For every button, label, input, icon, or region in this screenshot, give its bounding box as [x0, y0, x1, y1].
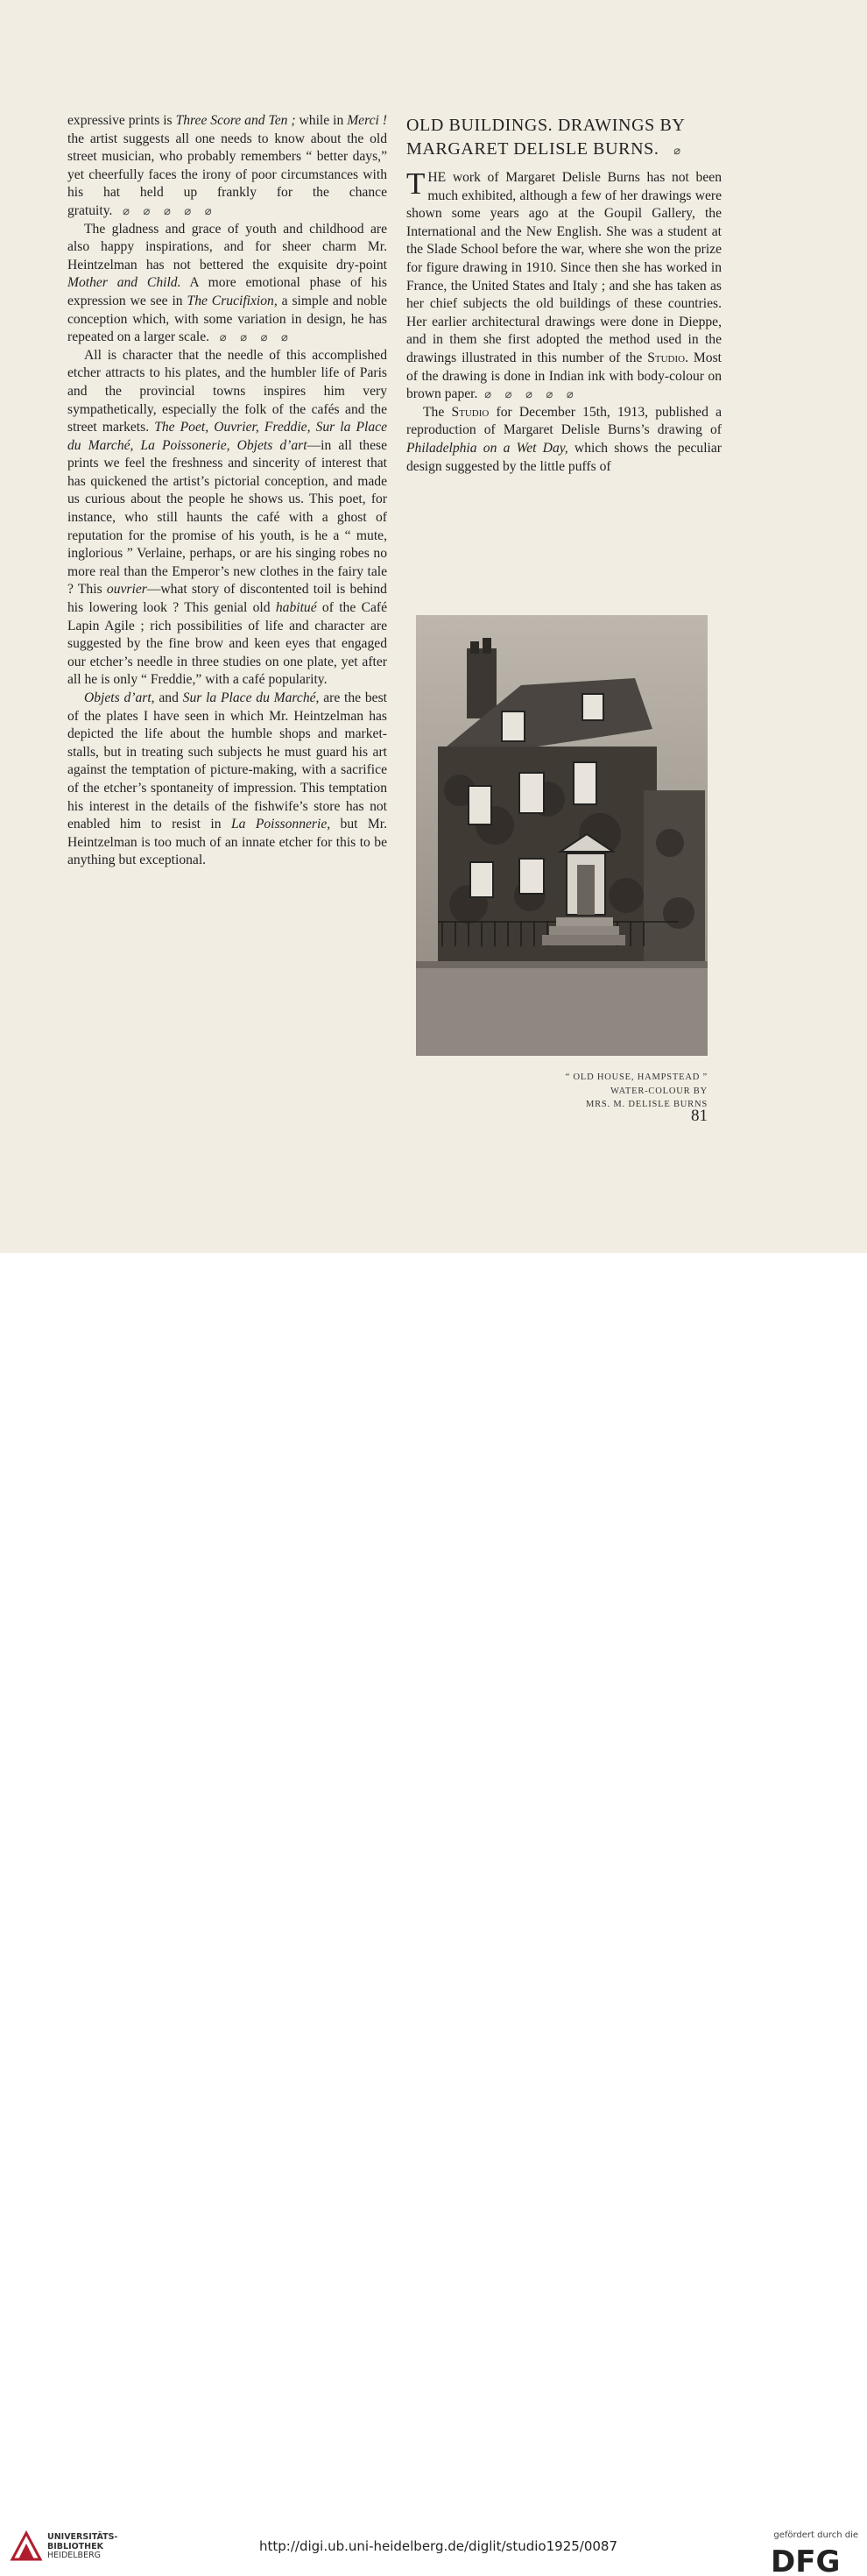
ornament-icon: ⌀ — [566, 387, 574, 401]
library-name: UNIVERSITÄTS- BIBLIOTHEK HEIDELBERG — [47, 2532, 118, 2560]
article-title: OLD BUILDINGS. DRAWINGS BY MARGARET DELISLE BURNS. ⌀ — [406, 116, 686, 159]
paragraph: Objets d’art, and Sur la Place du Marché, are the best of the plates I have seen in which Mr. Heintzelman has depicted the life about the humble shops and market-stalls, but in treating such subjects he must guard his art against the temptation of picture-making, with a sacrifice of the etcher’s spontaneity of impression. This temptation his interest in the details of the fishwife’s store has not enabled him to resist in La Poissonnerie, but Mr. Heintzelman is too much of an innate etcher for this to be anything but exceptional. — [67, 690, 388, 868]
ornament-icon: ⌀ — [546, 387, 553, 401]
ornament-icon: ⌀ — [281, 330, 288, 344]
house-drawing — [416, 615, 708, 1056]
page-number: 81 — [691, 1107, 708, 1125]
ornament-icon: ⌀ — [525, 387, 532, 401]
ornament-icon: ⌀ — [204, 203, 212, 217]
illustration-caption: “ OLD HOUSE, HAMPSTEAD ” WATER-COLOUR BY MRS. M. DELISLE BURNS — [565, 1072, 708, 1110]
viewer-footer — [0, 1253, 867, 2576]
dfg-logo — [771, 2544, 858, 2576]
ornament-icon: ⌀ — [673, 144, 681, 157]
paragraph: All is character that the needle of this accomplished etcher attracts to his plates, and the humbler life of Paris and the provincial towns inspires him very sympathetically, especially the folk of the cafés and the street markets. The Poet, Ouvrier, Freddie, Sur la Place du Marché, La Poissonerie, Objets d’art—in all these prints we feel the freshness and sincerity of interest that has quickened the artist’s pictorial conception, and made us curious about the people he shows us. This poet, for instance, who still haunts the café with a ghost of reputation for the promise of his youth, is he a “ mute, inglorious ” Verlaine, perhaps, or are his singing robes no more real than the Emperor’s new clothes in the fairy tale ? This ouvrier—what story of discontented toil is behind his lowering look ? This genial old habitué of the Café Lapin Agile ; rich possibilities of life and character are suggested by the fine brow and keen eyes that engaged our etcher’s needle in three studies on one plate, yet after all he is only “ Freddie,” with a café popularity. — [67, 347, 388, 688]
ornament-icon: ⌀ — [260, 330, 268, 344]
paragraph: The Studio for December 15th, 1913, published a reproduction of Margaret Delisle Burns’s drawing of Philadelphia on a Wet Day, which shows the peculiar design suggested by the little puffs of — [406, 404, 722, 474]
right-text-column — [406, 166, 722, 476]
page-url-link[interactable]: http://digi.ub.uni-heidelberg.de/diglit/studio1925/0087 — [259, 2538, 618, 2554]
ornament-icon: ⌀ — [240, 330, 248, 344]
ornament-icon: ⌀ — [504, 387, 512, 401]
illustration-old-house — [416, 615, 708, 1056]
ornament-icon: ⌀ — [123, 203, 130, 217]
svg-text:DFG: DFG — [771, 2544, 841, 2576]
scanned-page — [0, 0, 867, 1253]
left-text-column — [67, 112, 387, 870]
ornament-icon: ⌀ — [484, 387, 492, 401]
paragraph: The gladness and grace of youth and childhood are also happy inspirations, and for sheer charm Mr. Heintzelman has not bettered the exquisite dry-point Mother and Child. A more emotional phase of his expression we see in The Crucifixion, a simple and noble conception which, with some variation in design, he has repeated on a larger scale. ⌀ ⌀ ⌀ ⌀ — [67, 221, 387, 345]
funding-label: gefördert durch die — [773, 2530, 858, 2540]
ornament-icon: ⌀ — [143, 203, 151, 217]
paragraph: THE work of Margaret Delisle Burns has not been much exhibited, although a few of her drawings were shown some years ago at the Goupil Gallery, the International and the New English. She was a student at the Slade School before the war, where she won the prize for figure drawing in 1910. Since then she has worked in France, the United States and Italy ; and she has taken as her chief subjects the old buildings of these countries. Her earlier architectural drawings were done in Dieppe, and in them she first adopted the method used in the drawings illustrated in this number of the Studio. Most of the drawing is done in Indian ink with body-colour on brown paper. ⌀ ⌀ ⌀ ⌀ ⌀ — [406, 166, 722, 402]
ornament-icon: ⌀ — [219, 330, 227, 344]
library-logo-icon — [9, 2528, 44, 2563]
ornament-icon: ⌀ — [184, 203, 192, 217]
drop-cap: T — [406, 166, 426, 201]
paragraph: expressive prints is Three Score and Ten ; while in Merci ! the artist suggests all one needs to know about the old street musician, who probably remembers “ better days,” yet cheerfully faces the irony of poor circumstances with his hat held up frankly for the chance gratuity. ⌀ ⌀ ⌀ ⌀ ⌀ — [67, 113, 387, 218]
ornament-icon: ⌀ — [163, 203, 171, 217]
